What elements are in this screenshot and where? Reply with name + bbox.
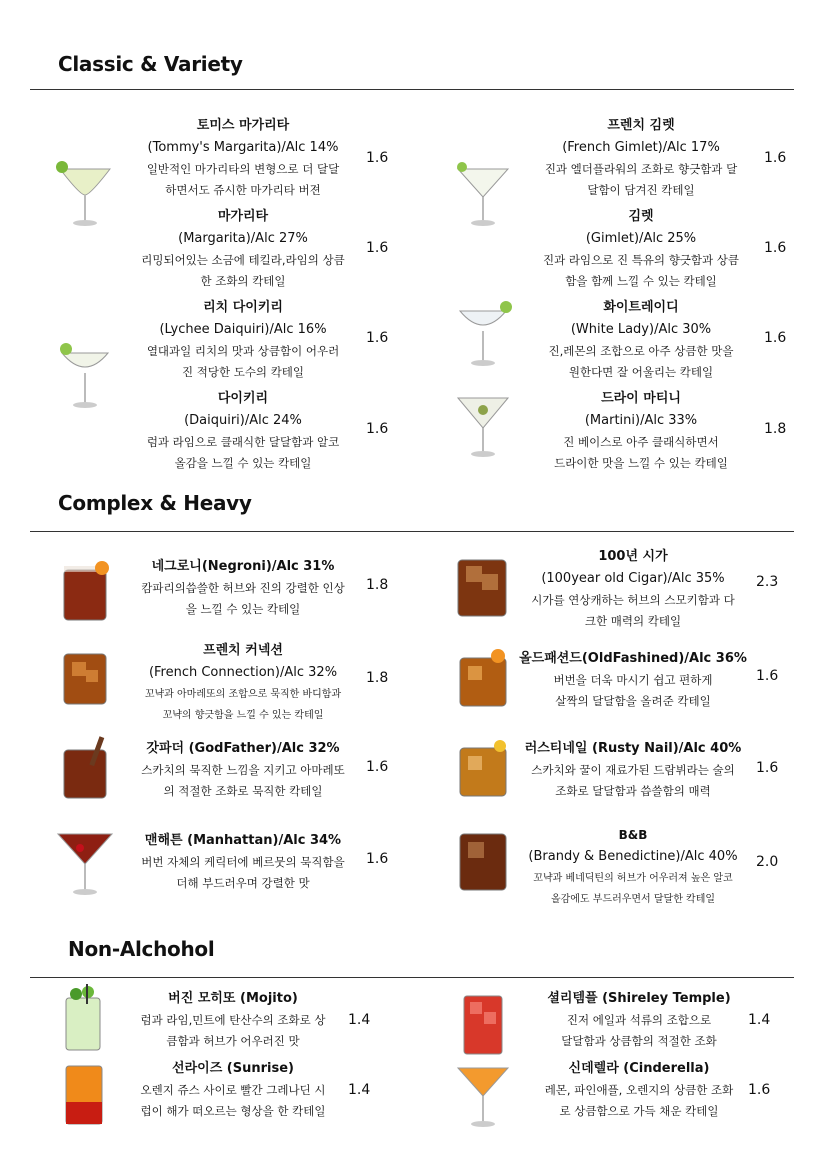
highball-red-icon — [448, 988, 518, 1068]
coupe-orange-icon — [448, 1058, 518, 1138]
rocks-glass-cinnamon-icon — [50, 732, 120, 812]
item-alc: (White Lady)/Alc 30% — [570, 322, 712, 337]
item-desc: 올감을 느낄 수 있는 칵테일 — [174, 456, 312, 470]
menu-item — [438, 115, 822, 205]
item-desc: 의 적절한 조화로 묵직한 칵테일 — [163, 784, 323, 798]
section-title-nonalcohol: Non-Alchohol — [68, 937, 215, 961]
item-desc: 럼과 라임,민트에 탄산수의 조화로 상 — [140, 1013, 326, 1027]
item-desc: 버번을 더욱 마시기 쉽고 편하게 — [553, 673, 713, 687]
item-price: 1.6 — [366, 330, 389, 346]
item-alc: (Gimlet)/Alc 25% — [585, 231, 697, 246]
menu-item — [40, 1058, 430, 1148]
menu-item — [438, 388, 822, 478]
menu-item — [438, 824, 822, 914]
item-price: 1.6 — [756, 668, 779, 684]
item-name: 러스티네일 (Rusty Nail)/Alc 40% — [524, 741, 742, 756]
item-alc: (French Connection)/Alc 32% — [148, 665, 338, 680]
coupe-glass-icon — [448, 295, 518, 375]
item-desc: 큼함과 허브가 어우러진 맛 — [166, 1034, 300, 1048]
item-desc: 진 베이스로 아주 클래식하면서 — [563, 435, 719, 449]
item-alc: (Lychee Daiquiri)/Alc 16% — [159, 322, 327, 337]
item-name: 선라이즈 (Sunrise) — [172, 1061, 294, 1076]
item-desc: 진,레몬의 조합으로 아주 상큼한 맛을 — [548, 344, 734, 358]
menu-item — [40, 388, 430, 478]
item-name: 버진 모히또 (Mojito) — [168, 991, 298, 1006]
item-desc: 살짝의 달달함을 올려준 칵테일 — [555, 694, 711, 708]
section-divider — [30, 531, 794, 532]
item-desc: 로 상큼함으로 가득 채운 칵테일 — [559, 1104, 719, 1118]
item-name: 토미스 마가리타 — [196, 118, 290, 133]
menu-item — [40, 738, 430, 828]
rocks-glass-icon — [50, 640, 120, 720]
item-alc: (100year old Cigar)/Alc 35% — [541, 571, 725, 586]
menu-item — [40, 206, 430, 296]
item-price: 1.8 — [366, 577, 389, 593]
menu-item — [438, 648, 822, 738]
item-desc: 리밍되어있는 소금에 테킬라,라임의 상큼 — [141, 253, 345, 267]
section-divider — [30, 89, 794, 90]
section-title-complex: Complex & Heavy — [58, 491, 252, 515]
rocks-glass-icon — [448, 550, 518, 630]
menu-item — [40, 556, 430, 646]
item-price: 1.6 — [366, 150, 389, 166]
item-desc: 레몬, 파인애플, 오렌지의 상큼한 조화 — [544, 1083, 734, 1097]
item-alc: (Margarita)/Alc 27% — [178, 231, 308, 246]
item-desc: 일반적인 마가리타의 변형으로 더 달달 — [146, 162, 340, 176]
item-desc: 스카치와 꿀이 재료가된 드람뷔라는 술의 — [531, 763, 735, 777]
item-name: 마가리타 — [217, 209, 269, 224]
item-desc: 달달함과 상큼함의 적절한 조화 — [561, 1034, 717, 1048]
item-price: 1.4 — [348, 1082, 371, 1098]
item-name: 리치 다이키리 — [203, 300, 283, 315]
item-desc: 버번 자체의 케릭터에 베르뭇의 묵직함을 — [141, 855, 345, 869]
item-desc: 진 적당한 도수의 칵테일 — [181, 365, 305, 379]
item-price: 1.6 — [366, 421, 389, 437]
item-price: 1.6 — [764, 330, 787, 346]
item-desc: 오렌지 쥬스 사이로 빨간 그레나딘 시 — [140, 1083, 326, 1097]
item-price: 1.8 — [366, 670, 389, 686]
item-name: 김렛 — [628, 209, 654, 224]
item-price: 1.8 — [764, 421, 787, 437]
item-desc: 진저 에일과 석류의 조합으로 — [566, 1013, 712, 1027]
item-desc: 한 조화의 칵테일 — [200, 274, 286, 288]
menu-item — [40, 115, 430, 205]
item-alc: (Brandy & Benedictine)/Alc 40% — [528, 849, 738, 864]
menu-item — [438, 546, 822, 636]
item-desc: 원한다면 잘 어울리는 칵테일 — [568, 365, 714, 379]
item-desc: 럽이 해가 떠오르는 형상을 한 칵테일 — [140, 1104, 326, 1118]
item-desc: 달함이 담겨진 칵테일 — [587, 183, 695, 197]
item-desc: 캄파리의씁쓸한 허브와 진의 강렬한 인상 — [141, 581, 345, 595]
item-price: 1.6 — [366, 759, 389, 775]
item-desc: 더해 부드러우며 강렬한 맛 — [176, 876, 310, 890]
menu-item — [438, 297, 822, 387]
item-desc: 열대과일 리치의 맛과 상큼함이 어우러 — [146, 344, 340, 358]
item-desc: 조화로 달달함과 씁쓸함의 매력 — [555, 784, 711, 798]
item-desc: 진과 라임으로 진 특유의 향긋함과 상큼 — [542, 253, 740, 267]
item-name: B&B — [618, 828, 648, 842]
item-price: 1.4 — [348, 1012, 371, 1028]
rocks-glass-orange-icon — [50, 556, 120, 636]
item-desc: 꼬냑과 베네딕틴의 허브가 어우러져 높은 알코 — [533, 873, 733, 884]
item-name: 프렌치 커넥션 — [203, 643, 283, 658]
item-name: 다이키리 — [217, 391, 269, 406]
sunrise-glass-icon — [50, 1058, 120, 1138]
item-alc: (Martini)/Alc 33% — [584, 413, 698, 428]
menu-item — [438, 738, 822, 828]
item-desc: 함을 함께 느낄 수 있는 칵테일 — [565, 274, 717, 288]
item-price: 1.6 — [366, 240, 389, 256]
item-alc: (French Gimlet)/Alc 17% — [562, 140, 720, 155]
menu-item — [438, 1058, 822, 1148]
item-alc: (Daiquiri)/Alc 24% — [184, 413, 302, 428]
item-name: 100년 시가 — [598, 549, 668, 564]
item-name: 갓파더 (GodFather)/Alc 32% — [146, 741, 340, 756]
item-desc: 꼬냑의 향긋함을 느낄 수 있는 칵테일 — [162, 710, 324, 721]
menu-item — [438, 206, 822, 296]
item-desc: 드라이한 맛을 느낄 수 있는 칵테일 — [554, 456, 728, 470]
item-price: 1.6 — [764, 150, 787, 166]
item-price: 1.6 — [366, 851, 389, 867]
martini-olive-icon — [448, 386, 518, 466]
item-desc: 크한 매력의 칵테일 — [584, 614, 682, 628]
item-name: 프렌치 김렛 — [607, 118, 675, 133]
menu-item — [40, 830, 430, 920]
item-price: 1.6 — [756, 760, 779, 776]
rocks-glass-lemon-icon — [448, 732, 518, 812]
item-name: 맨해튼 (Manhattan)/Alc 34% — [144, 833, 342, 848]
item-desc: 꼬냑과 아마레또의 조합으로 묵직한 바디함과 — [144, 689, 342, 700]
item-name: 신데렐라 (Cinderella) — [568, 1061, 710, 1076]
item-desc: 올감에도 부드러우면서 달달한 칵테일 — [550, 894, 716, 905]
item-desc: 진과 엘더플라워의 조화로 향긋함과 달 — [544, 162, 738, 176]
menu-item — [40, 640, 430, 730]
item-price: 2.3 — [756, 574, 779, 590]
item-desc: 스카치의 묵직한 느낌을 지키고 아마레또 — [141, 763, 345, 777]
item-price: 1.6 — [764, 240, 787, 256]
menu-item — [40, 297, 430, 387]
item-alc: (Tommy's Margarita)/Alc 14% — [147, 140, 339, 155]
item-name: 네그로니(Negroni)/Alc 31% — [151, 559, 335, 574]
item-name: 올드패션드(OldFashined)/Alc 36% — [519, 651, 747, 666]
martini-cherry-icon — [50, 824, 120, 904]
rocks-glass-icon — [448, 824, 518, 904]
item-name: 드라이 마티니 — [601, 391, 681, 406]
item-price: 1.4 — [748, 1012, 771, 1028]
item-desc: 럼과 라임으로 클래식한 달달함과 알코 — [146, 435, 340, 449]
item-desc: 하면서도 쥬시한 마가리타 버젼 — [165, 183, 321, 197]
item-price: 2.0 — [756, 854, 779, 870]
item-name: 화이트레이디 — [603, 300, 679, 315]
rocks-glass-orange-icon — [448, 642, 518, 722]
section-title-classic: Classic & Variety — [58, 52, 243, 76]
item-desc: 시가를 연상캐하는 허브의 스모키함과 다 — [531, 593, 735, 607]
item-name: 셜리템플 (Shireley Temple) — [547, 991, 731, 1006]
section-divider — [30, 977, 794, 978]
item-price: 1.6 — [748, 1082, 771, 1098]
mojito-glass-icon — [50, 984, 120, 1064]
item-desc: 을 느낄 수 있는 칵테일 — [185, 602, 301, 616]
